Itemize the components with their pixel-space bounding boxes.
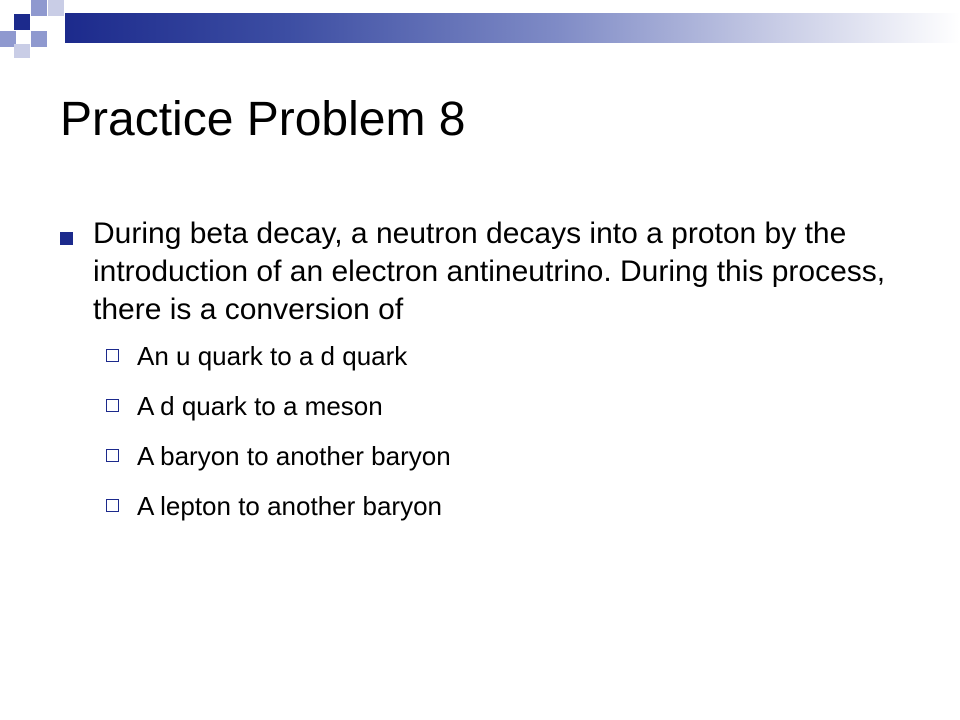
hollow-square-bullet-icon [106, 449, 119, 462]
hollow-square-bullet-icon [106, 399, 119, 412]
answer-option-text: A d quark to a meson [137, 391, 383, 421]
header-gradient-bar [65, 13, 960, 43]
answer-option-text: A lepton to another baryon [137, 491, 443, 521]
answer-option-text: A baryon to another baryon [137, 441, 451, 471]
decoration-square-medium [31, 31, 47, 47]
answer-option-text: An u quark to a d quark [137, 341, 408, 371]
decoration-square-light [31, 0, 47, 16]
decoration-square-pale [14, 44, 30, 58]
question-text: During beta decay, a neutron decays into a proton by the introduction of an electron antineutrino. During this process, there is a conversion of [93, 217, 886, 326]
square-bullet-icon [60, 232, 73, 245]
decoration-square-pale [48, 0, 64, 16]
answer-option [106, 391, 910, 421]
decoration-square-dark [14, 14, 30, 30]
slide-title: Practice Problem 8 [60, 93, 466, 146]
slide-content [60, 215, 910, 541]
hollow-square-bullet-icon [106, 499, 119, 512]
question-bullet [60, 215, 910, 329]
answer-options-list [60, 341, 910, 521]
answer-option [106, 341, 910, 371]
answer-option [106, 491, 910, 521]
answer-option [106, 441, 910, 471]
hollow-square-bullet-icon [106, 349, 119, 362]
